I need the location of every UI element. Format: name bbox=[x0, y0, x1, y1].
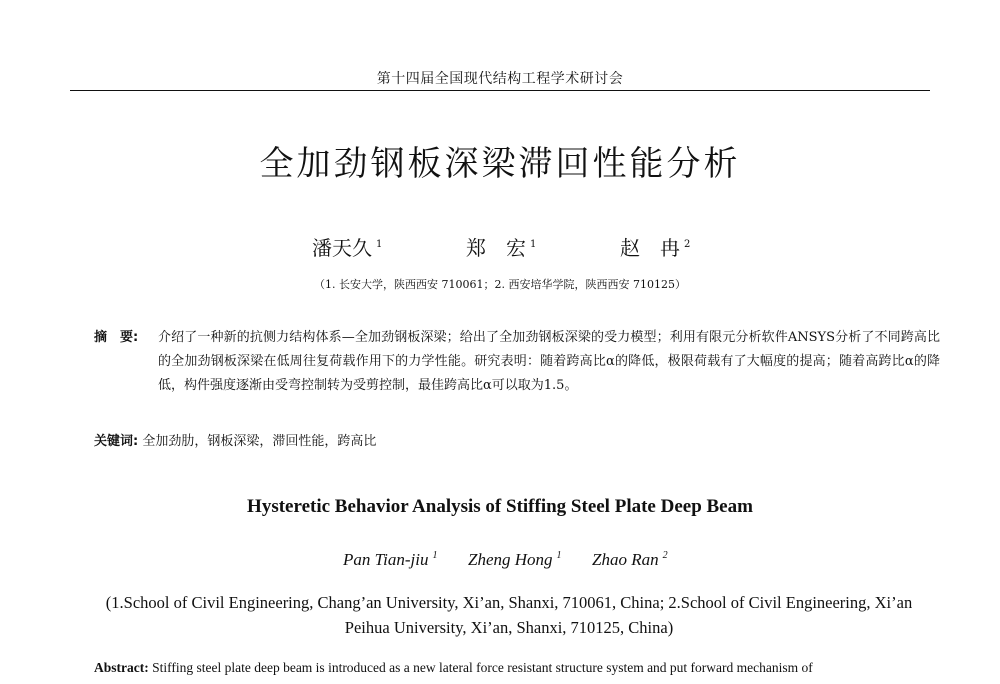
header-rule bbox=[70, 90, 930, 91]
conference-header: 第十四届全国现代结构工程学术研讨会 bbox=[376, 71, 624, 87]
chinese-author bbox=[312, 232, 382, 261]
author-affil-mark: 1 bbox=[376, 239, 383, 251]
keywords-text: 全加劲肋，钢板深梁，滞回性能，跨高比 bbox=[142, 434, 377, 449]
author-name: Zhao Ran bbox=[592, 550, 659, 569]
chinese-keywords bbox=[94, 430, 376, 454]
author-name: Zheng Hong bbox=[468, 550, 553, 569]
chinese-title: 全加劲钢板深梁滞回性能分析 bbox=[259, 144, 741, 184]
author-affil-mark: 1 bbox=[556, 550, 562, 562]
english-author bbox=[592, 550, 668, 570]
chinese-affiliation: （1. 长安大学，陕西西安 710061；2. 西安培华学院，陕西西安 710125） bbox=[314, 278, 686, 291]
author-name: 郑 宏 bbox=[466, 236, 526, 260]
english-author bbox=[343, 550, 437, 570]
author-affil-mark: 2 bbox=[662, 550, 668, 562]
english-affiliation: (1.School of Civil Engineering, Chang’an University, Xi’an, Shanxi, 710061, China; 2.School of Civil Engineering, Xi’an Peihua University, Xi’an, Shanxi, 710125, China) bbox=[105, 593, 913, 637]
chinese-author-list bbox=[0, 232, 1000, 262]
author-affil-mark: 2 bbox=[684, 239, 691, 251]
author-name: 赵 冉 bbox=[620, 236, 680, 260]
author-name: Pan Tian-jiu bbox=[343, 550, 429, 569]
abstract-label: 摘 要: bbox=[94, 330, 139, 345]
keywords-label: 关键词: bbox=[94, 434, 139, 449]
author-affil-mark: 1 bbox=[530, 239, 537, 251]
chinese-author bbox=[466, 232, 536, 261]
english-abstract bbox=[94, 660, 944, 676]
author-affil-mark: 1 bbox=[432, 550, 438, 562]
english-author bbox=[468, 550, 562, 570]
english-title: Hysteretic Behavior Analysis of Stiffing Steel Plate Deep Beam bbox=[247, 496, 753, 517]
english-author-list bbox=[0, 550, 1000, 574]
abstract-label: Abstract: bbox=[94, 660, 149, 675]
abstract-text: Stiffing steel plate deep beam is introduced as a new lateral force resistant structure system and put forward mechanism of bbox=[152, 660, 813, 675]
abstract-text: 介绍了一种新的抗侧力结构体系—全加劲钢板深梁；给出了全加劲钢板深梁的受力模型；利用有限元分析软件ANSYS分析了不同跨高比的全加劲钢板深梁在低周往复荷载作用下的力学性能。研究表明：随着跨高比α的降低，极限荷载有了大幅度的提高；随着高跨比α的降低，构件强度逐渐由受弯控制转为受剪控制，最佳跨高比α可以取为1.5。 bbox=[158, 330, 940, 393]
author-name: 潘天久 bbox=[312, 236, 372, 260]
chinese-author bbox=[620, 232, 690, 261]
